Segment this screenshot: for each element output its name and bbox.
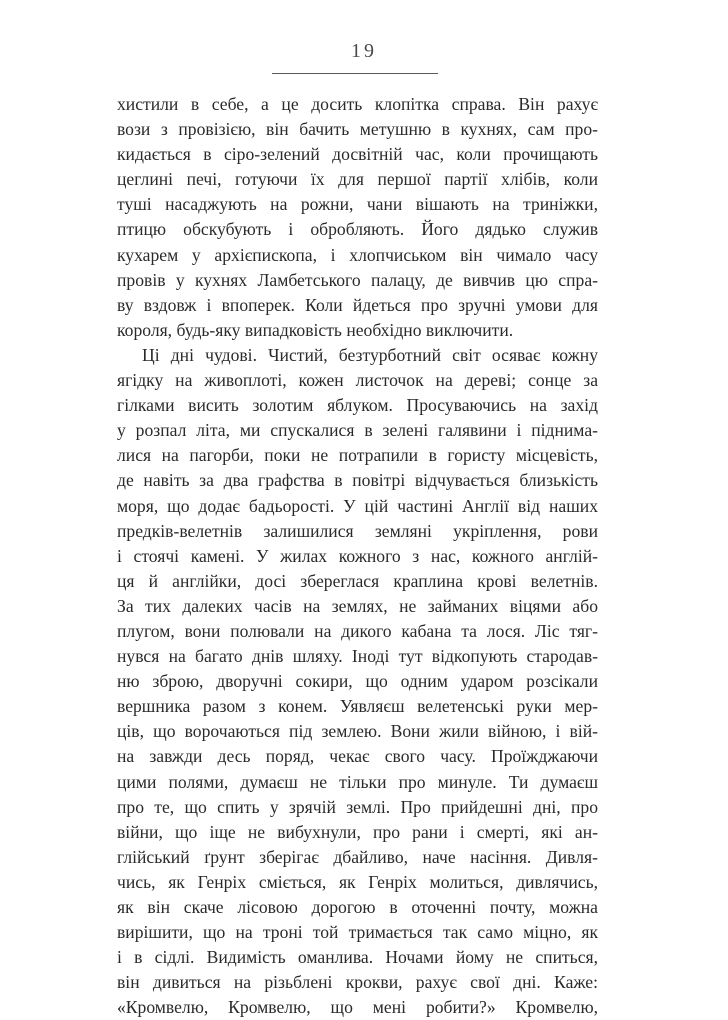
page-number: 19 (351, 40, 377, 62)
text-line: лися на пагорби, поки не потрапили в гористу місцевість, (117, 445, 598, 466)
text-line: і в сідлі. Видимість оманлива. Ночами йому не спиться, (117, 947, 598, 968)
text-line: чись, як Генріх сміється, як Генріх молиться, дивлячись, (117, 871, 598, 892)
text-line: птицю обскубують і обробляють. Його дядько служив (117, 219, 598, 240)
text-line: «Кромвелю, Кромвелю, що мені робити?» Кромвелю, (117, 997, 598, 1018)
text-line: про те, що спить у зрячій землі. Про прийдешні дні, про (117, 796, 598, 817)
text-line: глійський ґрунт зберігає дбайливо, наче насіння. Дивля- (117, 846, 598, 867)
text-line: короля, будь-яку випадковість необхідно виключити. (117, 319, 514, 340)
text-line: вози з провізією, він бачить метушню в кухнях, сам про- (117, 119, 598, 140)
text-line: ця й англійки, досі збереглася краплина крові велетнів. (117, 570, 598, 591)
text-line: ву вздовж і впоперек. Коли йдеться про зручні умови для (117, 294, 598, 315)
text-line: ню зброю, дворучні сокири, що одним ударом розсікали (117, 671, 598, 692)
text-line: де навіть за два графства в повітрі відчувається близькість (117, 470, 598, 491)
text-line: Ці дні чудові. Чистий, безтурботний світ осяває кожну (142, 344, 598, 365)
text-line: гілками висить золотим яблуком. Просуваючись на захід (117, 395, 598, 416)
text-line: як він скаче лісовою дорогою в оточенні почту, можна (117, 897, 598, 917)
text-line: моря, що додає бадьорості. У цій частині Англії від наших (117, 495, 598, 516)
text-line: предків-велетнів залишилися земляні укріплення, рови (117, 520, 598, 541)
text-line: кухарем у архієпископа, і хлопчиськом він чимало часу (117, 244, 598, 265)
header-rule (272, 73, 438, 74)
text-line: плугом, вони полювали на дикого кабана та лося. Ліс тяг- (117, 620, 598, 641)
text-line: вершника разом з конем. Уявляєш велетенські руки мер- (117, 696, 598, 717)
body-text (117, 92, 598, 1020)
text-line: він дивиться на різьблені крокви, рахує свої дні. Каже: (117, 972, 598, 993)
text-line: хистили в себе, а це досить клопітка справа. Він рахує (117, 94, 598, 114)
text-line: на завжди десь поряд, чекає свого часу. Проїжджаючи (117, 746, 598, 767)
text-line: ців, що ворочаються під землею. Вони жили війною, і вій- (117, 721, 598, 742)
text-line: нувся на багато днів шляху. Іноді тут відкопують стародав- (117, 646, 598, 667)
text-line: війни, що іще не вибухнули, про рани і смерті, які ан- (117, 821, 598, 842)
text-line: цими полями, думаєш не тільки про минуле. Ти думаєш (117, 771, 598, 792)
text-line: і стоячі камені. У жилах кожного з нас, кожного англій- (117, 545, 598, 566)
text-line: За тих далеких часів на землях, не займаних віцями або (117, 595, 598, 616)
text-line: вирішити, що на троні той тримається так само міцно, як (117, 922, 598, 943)
text-line: кидається в сіро-зелений досвітній час, коли прочищають (117, 144, 598, 165)
text-line: провів у кухнях Ламбетського палацу, де вивчив цю спра- (117, 269, 598, 290)
text-line: туші насаджують на рожни, чани вішають на триніжки, (117, 194, 598, 215)
text-line: у розпал літа, ми спускалися в зелені галявини і піднима- (117, 420, 598, 441)
text-line: ягідку на живоплоті, кожен листочок на дереві; сонце за (117, 370, 598, 391)
text-line: цеглині печі, готуючи їх для першої партії хлібів, коли (117, 169, 598, 190)
